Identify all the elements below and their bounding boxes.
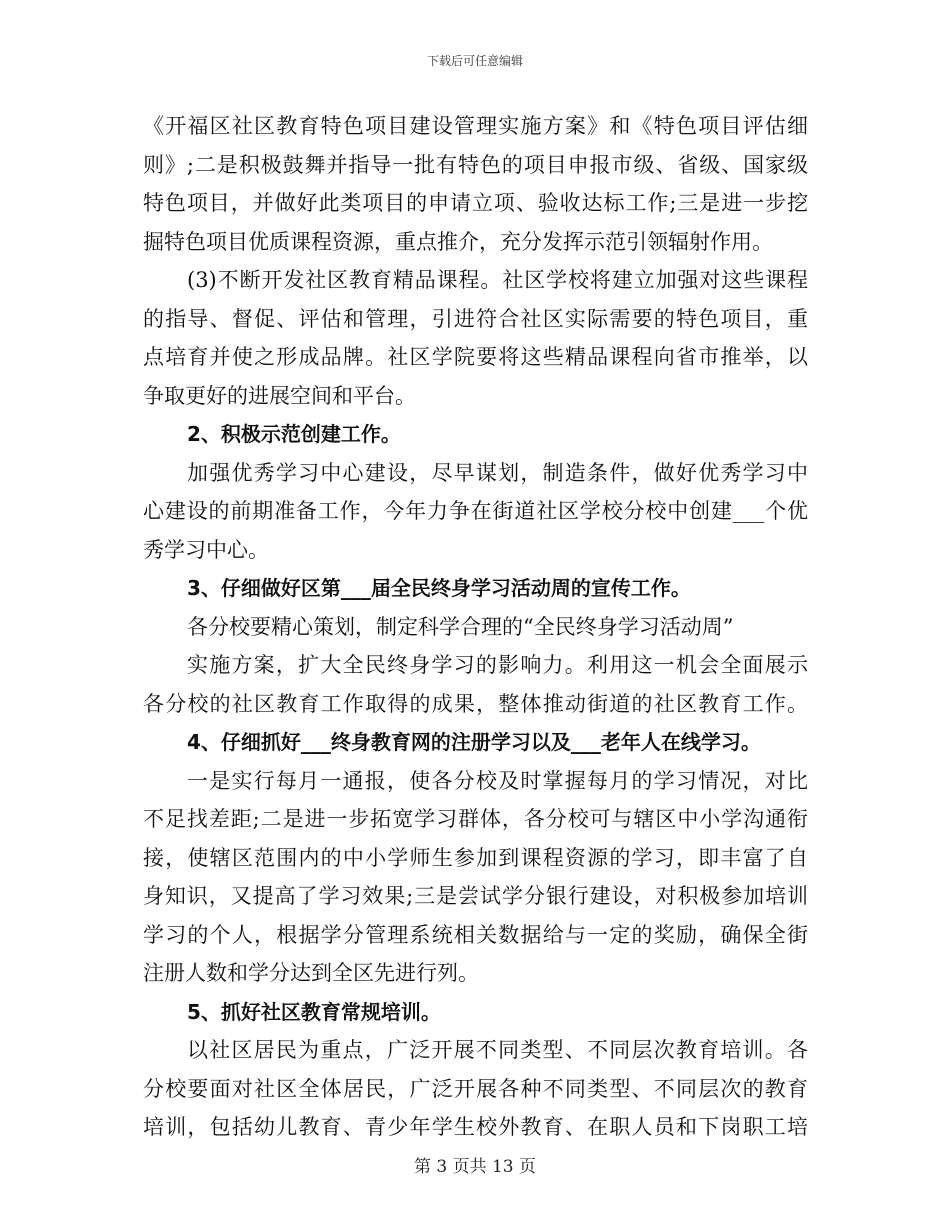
section-heading: 3、仔细做好区第___届全民终身学习活动周的宣传工作。 (187, 576, 691, 600)
page-header: 下载后可任意编辑 (426, 54, 523, 68)
text-line: 各分校的社区教育工作取得的成果，整体推动街道的社区教育工作。 (143, 691, 808, 716)
section-heading: 2、积极示范创建工作。 (187, 422, 401, 446)
document-body (143, 107, 808, 1147)
text-line: 心建设的前期准备工作，今年力争在街道社区学校分校中创建___个优 (143, 499, 808, 523)
text-line: 特色项目，并做好此类项目的申请立项、验收达标工作;三是进一步挖 (143, 191, 808, 215)
text-line: 争取更好的进展空间和平台。 (143, 383, 416, 408)
text-line: 《开福区社区教育特色项目建设管理实施方案》和《特色项目评估细 (143, 114, 808, 138)
text-line: 分校要面对社区全体居民，广泛开展各种不同类型、不同层次的教育 (143, 1076, 808, 1101)
section-heading: 4、仔细抓好___终身教育网的注册学习以及___老年人在线学习。 (187, 730, 761, 754)
text-line: 掘特色项目优质课程资源，重点推介，充分发挥示范引领辐射作用。 (143, 229, 773, 254)
text-line: (3)不断开发社区教育精品课程。社区学校将建立加强对这些课程 (187, 268, 808, 292)
text-line: 注册人数和学分达到全区先进行列。 (143, 961, 479, 985)
text-line: 各分校要精心策划，制定科学合理的“全民终身学习活动周” (187, 614, 734, 639)
text-line: 接，使辖区范围内的中小学师生参加到课程资源的学习，即丰富了自 (143, 845, 808, 870)
text-line: 的指导、督促、评估和管理，引进符合社区实际需要的特色项目，重 (143, 306, 808, 331)
text-line: 学习的个人，根据学分管理系统相关数据给与一定的奖励，确保全街 (143, 922, 808, 947)
text-line: 不足找差距;二是进一步拓宽学习群体，各分校可与辖区中小学沟通衔 (143, 807, 808, 831)
text-line: 实施方案，扩大全民终身学习的影响力。利用这一机会全面展示 (187, 653, 808, 677)
text-line: 则》;二是积极鼓舞并指导一批有特色的项目申报市级、省级、国家级 (143, 152, 808, 177)
text-line: 培训，包括幼儿教育、青少年学生校外教育、在职人员和下岗职工培 (143, 1115, 808, 1139)
section-heading: 5、抓好社区教育常规培训。 (187, 999, 441, 1024)
page-footer: 第 3 页共 13 页 (413, 1157, 537, 1177)
text-line: 身知识，又提高了学习效果;三是尝试学分银行建设，对积极参加培训 (143, 884, 808, 908)
text-line: 秀学习中心。 (143, 537, 269, 562)
text-line: 以社区居民为重点，广泛开展不同类型、不同层次教育培训。各 (187, 1038, 808, 1062)
text-line: 一是实行每月一通报，使各分校及时掌握每月的学习情况，对比 (187, 768, 808, 793)
text-line: 点培育并使之形成品牌。社区学院要将这些精品课程向省市推举，以 (143, 345, 808, 369)
text-line: 加强优秀学习中心建设，尽早谋划，制造条件，做好优秀学习中 (187, 460, 808, 485)
